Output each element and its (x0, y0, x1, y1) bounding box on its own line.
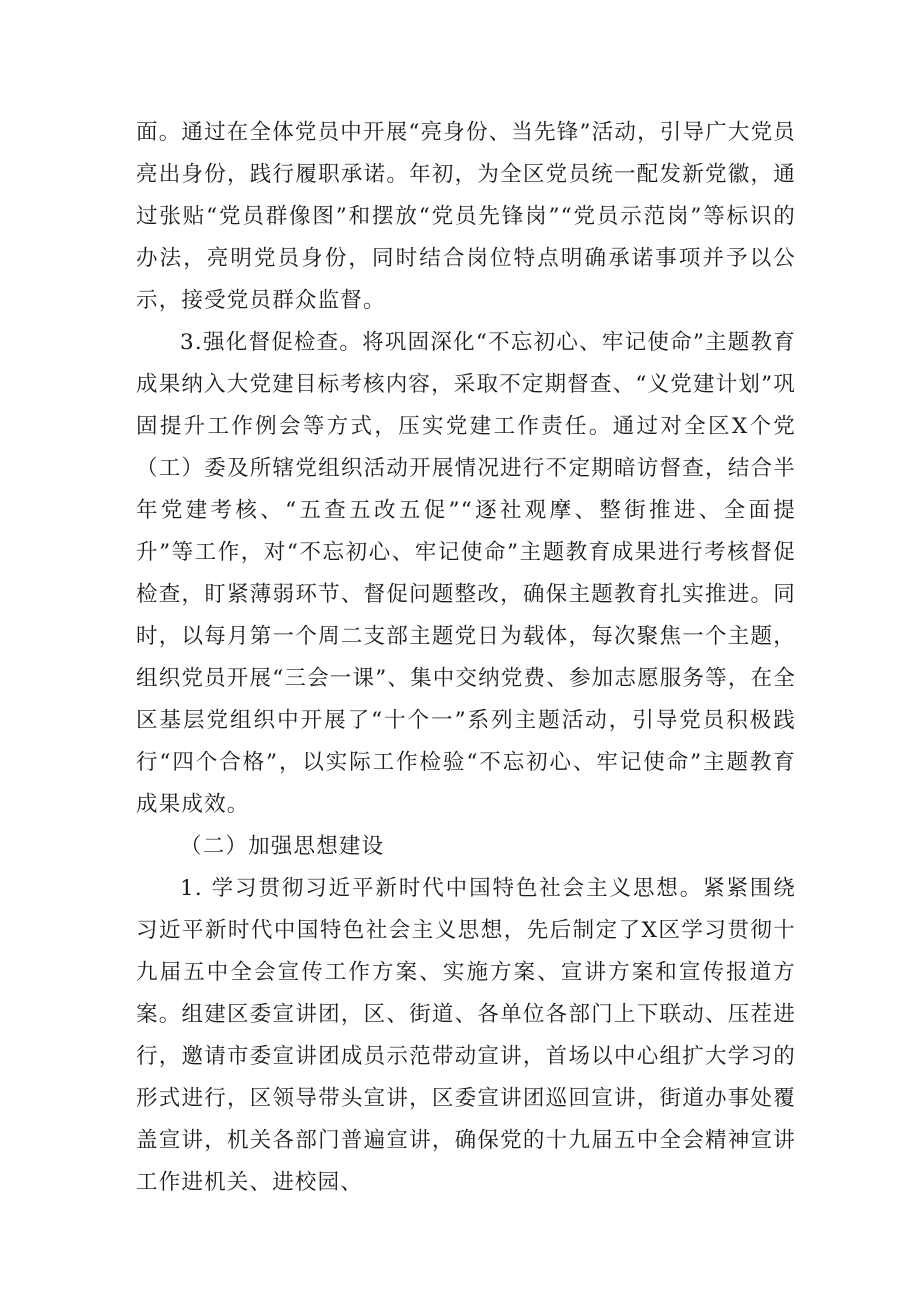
document-body (136, 112, 796, 1204)
paragraph-supervision: 3.强化督促检查。将巩固深化“不忘初心、牢记使命”主题教育成果纳入大党建目标考核内容，采取不定期督查、“义党建计划”巩固提升工作例会等方式，压实党建工作责任。通过对全区X个党（工）委及所辖党组织活动开展情况进行不定期暗访督查，结合半年党建考核、“五查五改五促”“逐社观摩、整街推进、全面提升”等工作，对“不忘初心、牢记使命”主题教育成果进行考核督促检查，盯紧薄弱环节、督促问题整改，确保主题教育扎实推进。同时，以每月第一个周二支部主题党日为载体，每次聚焦一个主题，组织党员开展“三会一课”、集中交纳党费、参加志愿服务等，在全区基层党组织中开展了“十个一”系列主题活动，引导党员积极践行“四个合格”，以实际工作检验“不忘初心、牢记使命”主题教育成果成效。 (136, 330, 796, 817)
section-heading: （二）加强思想建设 (180, 834, 385, 859)
paragraph-continuation: 面。通过在全体党员中开展“亮身份、当先锋”活动，引导广大党员亮出身份，践行履职承诺。年初，为全区党员统一配发新党徽，通过张贴“党员群像图”和摆放“党员先锋岗”“党员示范岗”等标识的办法，亮明党员身份，同时结合岗位特点明确承诺事项并予以公示，接受党员群众监督。 (136, 120, 796, 313)
paragraph-ideology: 1. 学习贯彻习近平新时代中国特色社会主义思想。紧紧围绕习近平新时代中国特色社会主义思想，先后制定了X区学习贯彻十九届五中全会宣传工作方案、实施方案、宣讲方案和宣传报道方案。组建区委宣讲团，区、街道、各单位各部门上下联动、压茬进行，邀请市委宣讲团成员示范带动宣讲，首场以中心组扩大学习的形式进行，区领导带头宣讲，区委宣讲团巡回宣讲，街道办事处覆盖宣讲，机关各部门普遍宣讲，确保党的十九届五中全会精神宣讲工作进机关、进校园、 (136, 876, 796, 1195)
